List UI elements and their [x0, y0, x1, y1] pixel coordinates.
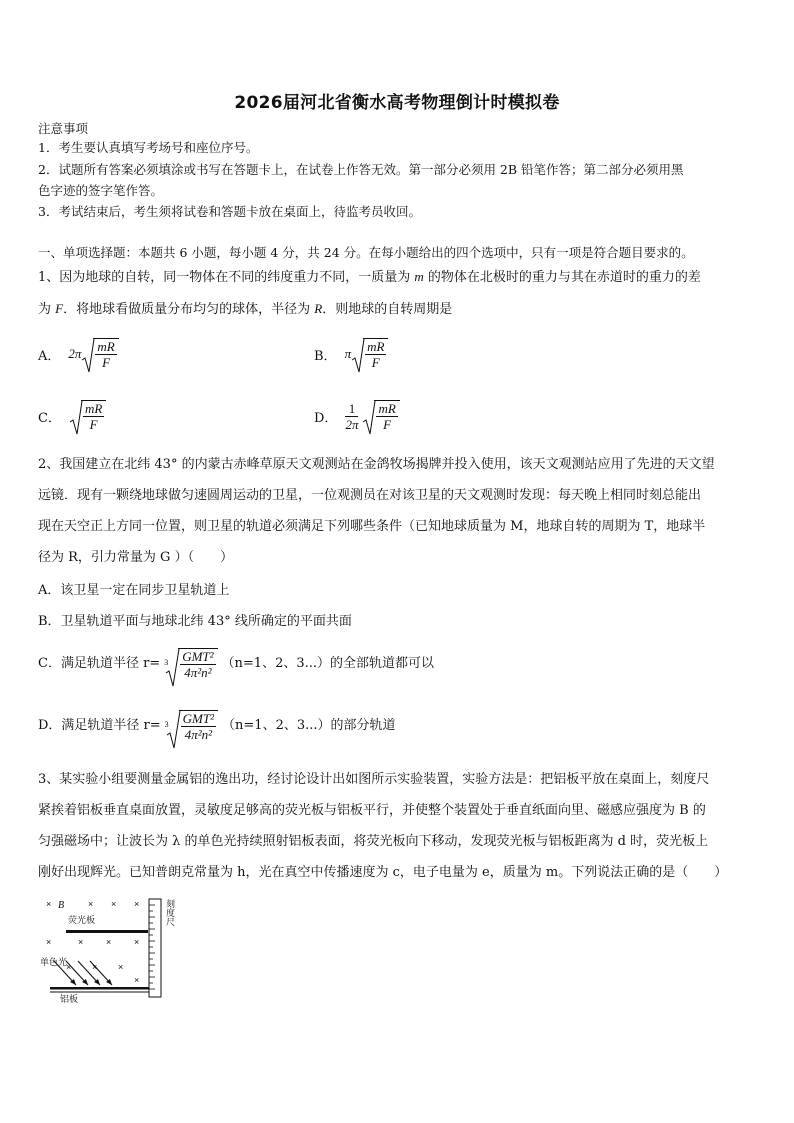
sqrt-expression: [69, 400, 106, 432]
coefficient: π: [344, 346, 352, 361]
option-label: C．: [38, 410, 61, 426]
cross: ×: [78, 937, 84, 947]
cross: ×: [111, 899, 117, 909]
fraction-numerator: GMT²: [182, 649, 214, 664]
fraction-numerator: 1: [345, 401, 358, 417]
radical: [165, 710, 218, 742]
cross: ×: [118, 962, 124, 972]
fraction-denominator: 2π: [345, 416, 359, 432]
fraction-denominator: F: [89, 417, 98, 432]
var-m: m: [414, 269, 424, 284]
fraction-numerator: mR: [378, 401, 396, 416]
cross: ×: [46, 937, 52, 947]
q1-text: ．则地球的自转周期是: [322, 302, 453, 317]
ruler: [149, 899, 161, 997]
cube-root-expression: [165, 710, 218, 742]
notice-item-2-cont: 色字迹的签字笔作答。: [38, 183, 164, 198]
q1-text: ．将地球看做质量分布均匀的球体，半径为: [63, 302, 315, 317]
root-index: 3: [164, 658, 169, 667]
q2-line-4: 径为 R，引力常量为 G ）（ ）: [38, 550, 234, 565]
q3-line-2: 紧挨着铝板垂直桌面放置，灵敏度足够高的荧光板与铝板平行，并使整个装置处于垂直纸面向里、磁感应强度为 B 的: [38, 803, 706, 818]
q2-line-1: 2、我国建立在北纬 43° 的内蒙古赤峰草原天文观测站在金鸽牧场揭牌并投入使用，该天文观测站应用了先进的天文望: [38, 457, 715, 472]
q3-figure: [36, 895, 186, 1005]
fraction-denominator: 4π²n²: [184, 727, 212, 742]
cross: ×: [88, 899, 94, 909]
label-fluorescent-screen: 荧光板: [68, 916, 96, 926]
q2-option-b[interactable]: B．卫星轨道平面与地球北纬 43° 线所确定的平面共面: [38, 614, 352, 629]
q1-text: 1、因为地球的自转，同一物体在不同的纬度重力不同，一质量为: [38, 270, 415, 285]
field-label-b: B: [58, 900, 65, 911]
coefficient: 2π: [68, 346, 82, 361]
q3-line-4: 刚好出现辉光。已知普朗克常量为 h，光在真空中传播速度为 c，电子电量为 e，质量为 m。下列说法正确的是（ ）: [38, 865, 728, 880]
aluminum-plate: [50, 987, 149, 990]
notice-item-1: 1．考生要认真填写考场号和座位序号。: [38, 140, 259, 155]
root-index: 3: [164, 720, 169, 729]
q2-option-d[interactable]: [38, 710, 396, 742]
q1-option-d[interactable]: [314, 400, 400, 432]
cross: ×: [134, 899, 140, 909]
fraction-numerator: mR: [97, 339, 115, 354]
option-label: A．: [38, 348, 61, 364]
q1-line-1: [38, 268, 701, 287]
var-R: R: [314, 301, 323, 316]
sqrt-expression: [351, 338, 388, 370]
option-label: D．: [314, 410, 338, 426]
radical: [164, 648, 217, 680]
fraction-denominator: F: [371, 355, 380, 370]
sqrt-expression: [81, 338, 118, 370]
fraction-denominator: F: [383, 417, 392, 432]
option-label: B．: [314, 348, 337, 364]
cross: ×: [46, 899, 52, 909]
q1-text: 为: [38, 302, 56, 317]
q2-option-c[interactable]: [38, 648, 434, 680]
fluorescent-screen: [66, 930, 148, 933]
experiment-diagram: [36, 895, 186, 1005]
label-aluminum-plate: 铝板: [60, 995, 79, 1005]
q1-option-b[interactable]: [314, 338, 388, 370]
fraction-numerator: mR: [84, 401, 103, 416]
cross: ×: [134, 975, 140, 985]
q2-line-3: 现在天空正上方同一位置，则卫星的轨道必须满足下列哪些条件（已知地球质量为 M，地球自转的周期为 T，地球半: [38, 519, 706, 534]
q1-option-a[interactable]: [38, 338, 119, 370]
fraction-numerator: mR: [367, 339, 385, 354]
page-title: 2026届河北省衡水高考物理倒计时模拟卷: [234, 93, 560, 113]
cross: ×: [66, 962, 72, 972]
notice-item-3: 3．考试结束后，考生须将试卷和答题卡放在桌面上，待监考员收回。: [38, 204, 421, 219]
notice-heading: 注意事项: [38, 121, 89, 136]
var-F: F: [55, 301, 64, 316]
fraction-numerator: GMT²: [182, 711, 215, 726]
label-ruler: 刻度尺: [164, 899, 174, 926]
fraction-denominator: F: [102, 355, 111, 370]
section-heading: 一、单项选择题：本题共 6 小题，每小题 4 分，共 24 分。在每小题给出的四个选项中，只有一项是符合题目要求的。: [38, 245, 694, 260]
cross: ×: [92, 962, 98, 972]
option-text: D．满足轨道半径 r=: [38, 718, 161, 733]
option-text: （n=1、2、3...）的部分轨道: [222, 718, 396, 733]
cross: ×: [134, 937, 140, 947]
coefficient-fraction: [345, 401, 358, 432]
sqrt-expression: [362, 400, 399, 432]
q3-line-3: 匀强磁场中；让波长为 λ 的单色光持续照射铝板表面，将荧光板向下移动，发现荧光板与铝板距离为 d 时，荧光板上: [38, 834, 709, 849]
q2-line-2: 远镜．现有一颗绕地球做匀速圆周运动的卫星，一位观测员在对该卫星的天文观测时发现：每天晚上相同时刻总能出: [38, 488, 702, 503]
q2-option-a[interactable]: A．该卫星一定在同步卫星轨道上: [38, 583, 230, 598]
q3-line-1: 3、某实验小组要测量金属铝的逸出功，经讨论设计出如图所示实验装置，实验方法是：把铝板平放在桌面上，刻度尺: [38, 772, 710, 787]
label-monochromatic-light: 单色光: [40, 958, 68, 968]
q1-text: 的物体在北极时的重力与其在赤道时的重力的差: [423, 270, 701, 285]
q1-line-2: [38, 300, 452, 319]
option-text: C．满足轨道半径 r=: [38, 656, 161, 671]
magnetic-field-crosses: [46, 899, 139, 985]
ruler-ticks: [149, 905, 155, 989]
fraction-denominator: 4π²n²: [184, 665, 212, 680]
notice-item-2: 2．试题所有答案必须填涂或书写在答题卡上，在试卷上作答无效。第一部分必须用 2B 铅笔作答；第二部分必须用黑: [38, 162, 684, 177]
option-text: （n=1、2、3...）的全部轨道都可以: [221, 656, 435, 671]
q1-option-c[interactable]: [38, 400, 106, 432]
cross: ×: [106, 937, 112, 947]
cube-root-expression: [164, 648, 217, 680]
ray-arrowheads: [70, 979, 112, 985]
